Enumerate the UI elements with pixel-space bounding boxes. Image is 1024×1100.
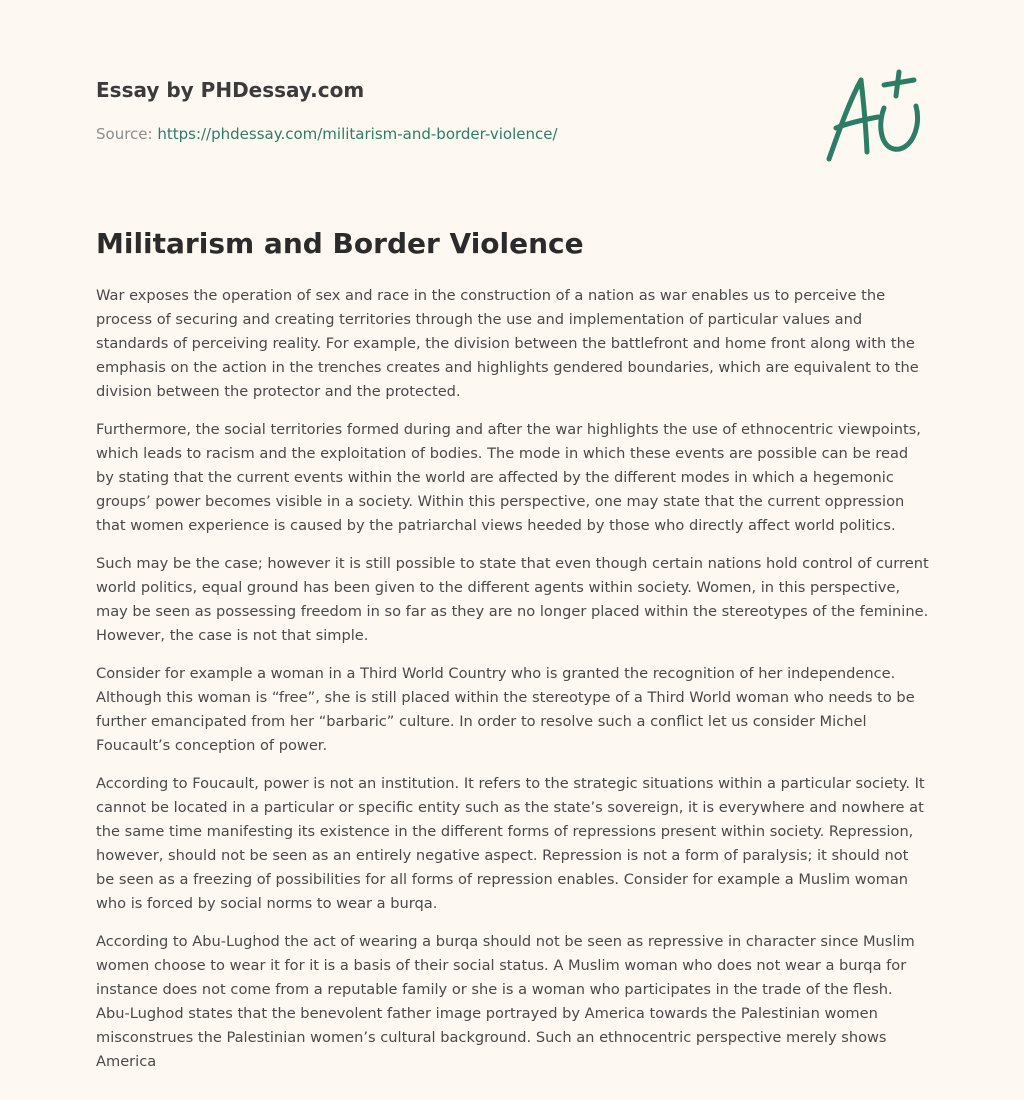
essay-paragraph: Such may be the case; however it is still possible to state that even though certain nations hold control of current world politics, equal ground has been given to the different agents within society. Women, in this perspective, may be seen as possessing freedom in so far as they are no longer placed within the stereotypes of the feminine. However, the case is not that simple. xyxy=(96,555,929,644)
source-label: Source: xyxy=(96,125,158,143)
source-line xyxy=(96,124,796,144)
essay-title: Militarism and Border Violence xyxy=(96,227,584,260)
essay-paragraph: Consider for example a woman in a Third World Country who is granted the recognition of her independence. Although this woman is “free”, she is still placed within the stereotype of a Third World woman who needs to be further emancipated from her “barbaric” culture. In order to resolve such a conflict let us consider Michel Foucault’s conception of power. xyxy=(96,665,915,754)
essay-paragraph: According to Foucault, power is not an institution. It refers to the strategic situations within a particular society. It cannot be located in a particular or specific entity such as the state’s sovereign, it is everywhere and nowhere at the same time manifesting its existence in the different forms of repressions present within society. Repression, however, should not be seen as an entirely negative aspect. Repression is not a form of paralysis; it should not be seen as a freezing of possibilities for all forms of repression enables. Consider for example a Muslim woman who is forced by social norms to wear a burqa. xyxy=(96,775,925,912)
essay-paragraph: According to Abu-Lughod the act of wearing a burqa should not be seen as repressive in character since Muslim women choose to wear it for it is a basis of their social status. A Muslim woman who does not wear a burqa for instance does not come from a reputable family or she is a woman who participates in the trade of the flesh. Abu-Lughod states that the benevolent father image portrayed by America towards the Palestinian women misconstrues the Palestinian women’s cultural background. Such an ethnocentric perspective merely shows America xyxy=(96,933,915,1070)
essay-body xyxy=(96,284,930,1088)
brand-title: Essay by PHDessay.com xyxy=(96,78,365,102)
page-header xyxy=(96,76,796,144)
source-link[interactable]: https://phdessay.com/militarism-and-border-violence/ xyxy=(157,125,558,143)
a-plus-logo-icon xyxy=(818,66,930,166)
essay-paragraph: War exposes the operation of sex and race in the construction of a nation as war enables us to perceive the process of securing and creating territories through the use and implementation of particular values and standards of perceiving reality. For example, the division between the battlefront and home front along with the emphasis on the action in the trenches creates and highlights gendered boundaries, which are equivalent to the division between the protector and the protected. xyxy=(96,287,919,400)
essay-paragraph: Furthermore, the social territories formed during and after the war highlights the use of ethnocentric viewpoints, which leads to racism and the exploitation of bodies. The mode in which these events are possible can be read by stating that the current events within the world are affected by the different modes in which a hegemonic groups’ power becomes visible in a society. Within this perspective, one may state that the current oppression that women experience is caused by the patriarchal views heeded by those who directly affect world politics. xyxy=(96,421,921,534)
